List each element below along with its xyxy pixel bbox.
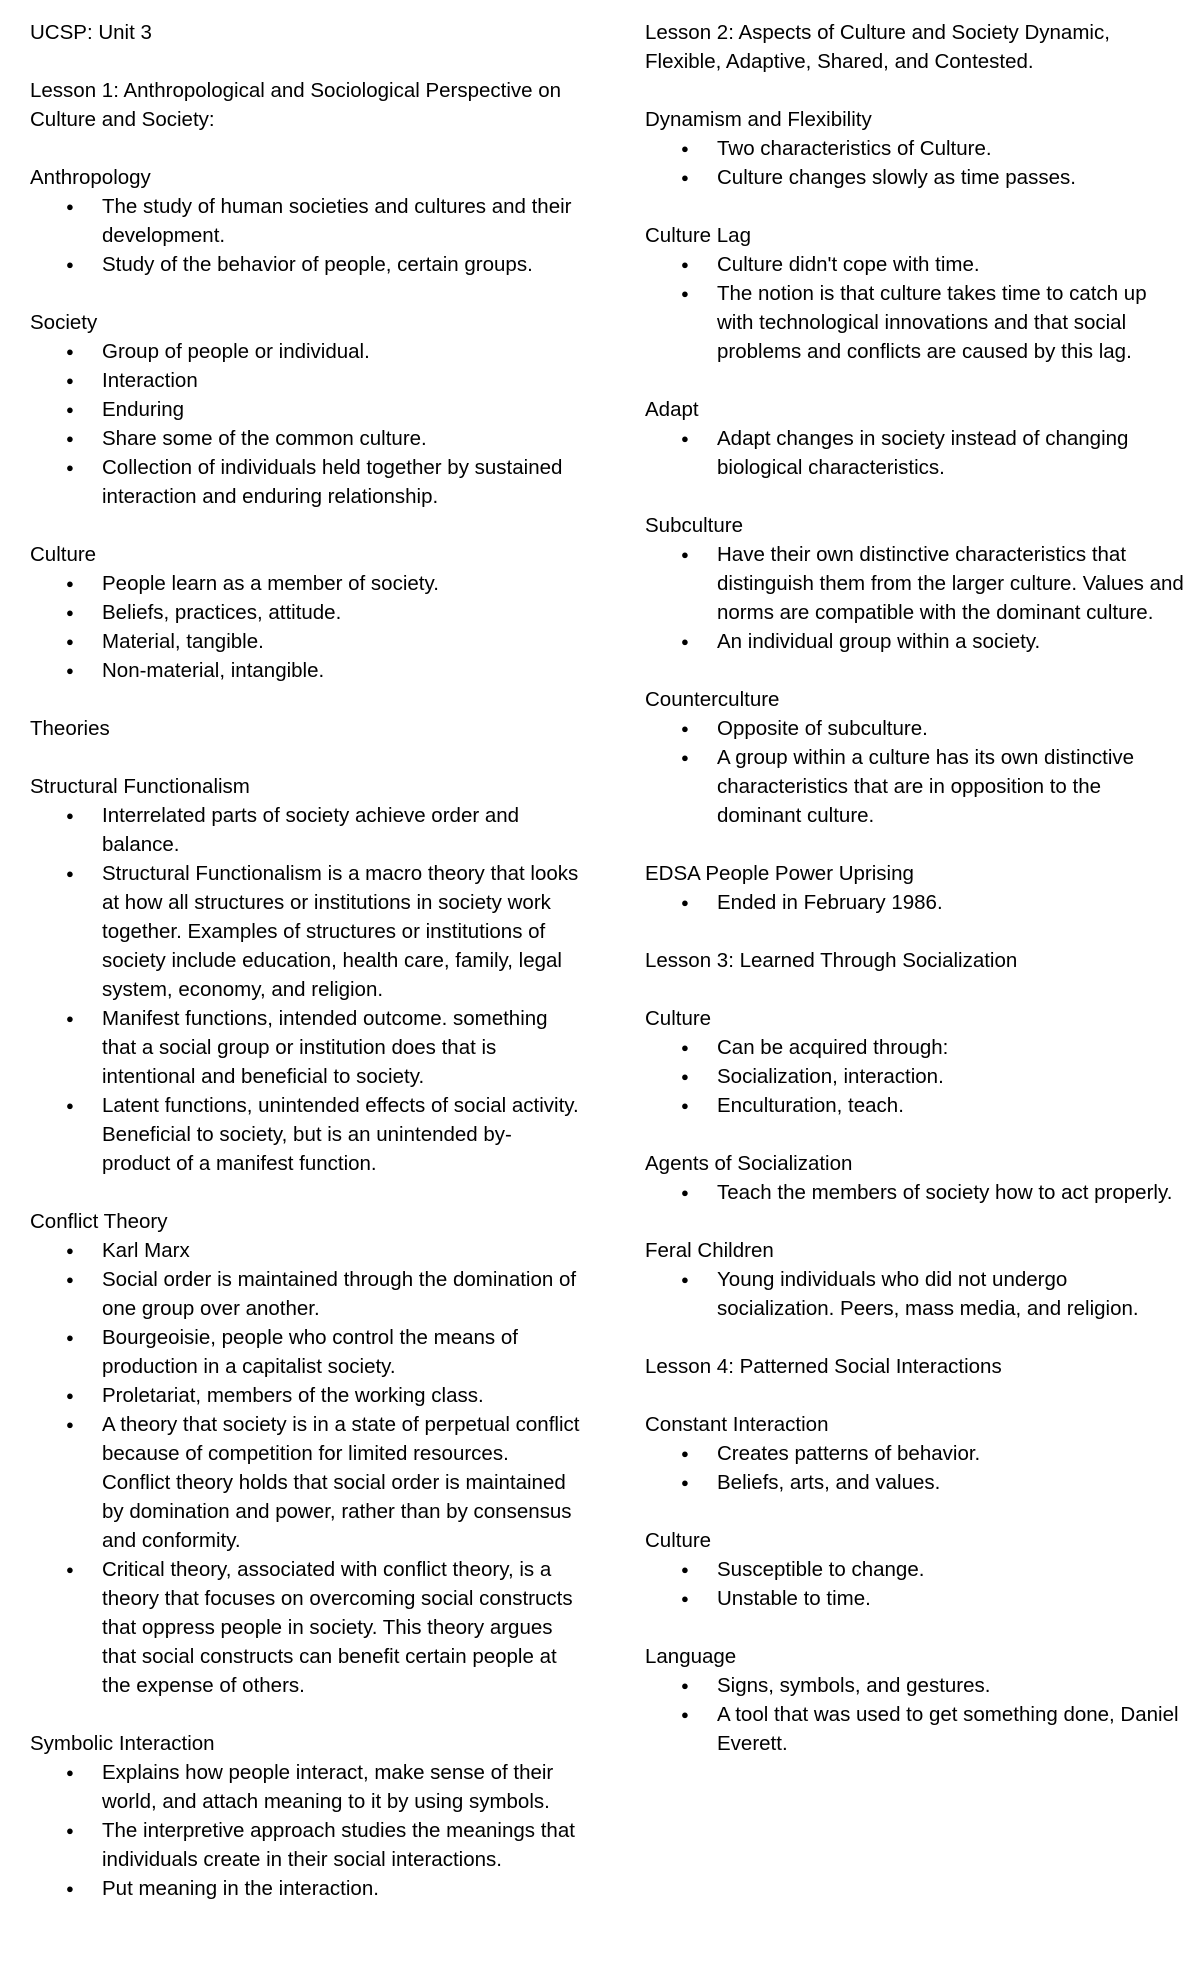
bullet-list — [645, 1671, 1185, 1758]
text-line: Lesson 1: Anthropological and Sociological Perspective on Culture and Society: — [30, 79, 562, 131]
section-culture — [30, 540, 580, 685]
bullet-item: ● The study of human societies and cultures and their development. — [30, 192, 580, 250]
bullet-list — [645, 714, 1185, 830]
bullet-item: ● Study of the behavior of people, certain groups. — [30, 250, 580, 279]
section-heading: Culture — [30, 543, 97, 566]
text-line: Lesson 4: Patterned Social Interactions — [645, 1355, 1002, 1378]
bullet-item: ● Karl Marx — [30, 1236, 580, 1265]
bullet-list — [645, 540, 1185, 656]
section-heading: Culture — [645, 1529, 712, 1552]
text-line: Lesson 2: Aspects of Culture and Society Dynamic, Flexible, Adaptive, Shared, and Contested. — [645, 21, 1110, 73]
section-heading: Conflict Theory — [30, 1210, 168, 1233]
bullet-list — [30, 337, 580, 511]
bullet-item: ● Have their own distinctive characteristics that distinguish them from the larger culture. Values and norms are compatible with the dominant culture. — [645, 540, 1185, 627]
bullet-item: ● Young individuals who did not undergo socialization. Peers, mass media, and religion. — [645, 1265, 1185, 1323]
section-heading: Culture — [645, 1007, 712, 1030]
section-agents-of-socialization — [645, 1149, 1185, 1207]
section-heading: Counterculture — [645, 688, 780, 711]
bullet-item: ● A theory that society is in a state of perpetual conflict because of competition for limited resources. Conflict theory holds that social order is maintained by domination and power, rather than by consensus and conformity. — [30, 1410, 580, 1555]
section-culture — [645, 1526, 1185, 1613]
section-heading: Feral Children — [645, 1239, 774, 1262]
text-line: Theories — [30, 717, 110, 740]
bullet-item: ● Material, tangible. — [30, 627, 580, 656]
bullet-item: ● Beliefs, practices, attitude. — [30, 598, 580, 627]
bullet-item: ● Non-material, intangible. — [30, 656, 580, 685]
bullet-list — [30, 1236, 580, 1700]
section-counterculture — [645, 685, 1185, 830]
section-edsa-people-power-uprising — [645, 859, 1185, 917]
bullet-item: ● Critical theory, associated with conflict theory, is a theory that focuses on overcoming social constructs that oppress people in society. This theory argues that social constructs can benefit certain people at the expense of others. — [30, 1555, 580, 1700]
section-heading: Structural Functionalism — [30, 775, 250, 798]
section-heading: Language — [645, 1645, 737, 1668]
section-structural-functionalism — [30, 772, 580, 1178]
bullet-item: ● Teach the members of society how to act properly. — [645, 1178, 1185, 1207]
bullet-item: ● Interrelated parts of society achieve order and balance. — [30, 801, 580, 859]
bullet-item: ● Latent functions, unintended effects of social activity. Beneficial to society, but is an unintended by-product of a manifest function. — [30, 1091, 580, 1178]
text-block — [30, 76, 580, 134]
section-subculture — [645, 511, 1185, 656]
section-adapt — [645, 395, 1185, 482]
text-block — [645, 1352, 1185, 1381]
bullet-item: ● Social order is maintained through the domination of one group over another. — [30, 1265, 580, 1323]
bullet-item: ● Ended in February 1986. — [645, 888, 1185, 917]
section-conflict-theory — [30, 1207, 580, 1700]
bullet-item: ● An individual group within a society. — [645, 627, 1185, 656]
bullet-item: ● Opposite of subculture. — [645, 714, 1185, 743]
section-heading: EDSA People Power Uprising — [645, 862, 914, 885]
bullet-list — [645, 1033, 1185, 1120]
section-heading: Subculture — [645, 514, 744, 537]
section-heading: Society — [30, 311, 98, 334]
bullet-list — [645, 1265, 1185, 1323]
bullet-list — [645, 1555, 1185, 1613]
section-heading: Culture Lag — [645, 224, 751, 247]
section-heading: Dynamism and Flexibility — [645, 108, 872, 131]
bullet-item: ● Enculturation, teach. — [645, 1091, 1185, 1120]
text-block — [30, 714, 580, 743]
bullet-list — [645, 1439, 1185, 1497]
bullet-item: ● People learn as a member of society. — [30, 569, 580, 598]
document-title: UCSP: Unit 3 — [30, 21, 152, 44]
left-column — [30, 18, 580, 1903]
bullet-item: ● The interpretive approach studies the meanings that individuals create in their social interactions. — [30, 1816, 580, 1874]
bullet-item: ● Explains how people interact, make sense of their world, and attach meaning to it by using symbols. — [30, 1758, 580, 1816]
bullet-item: ● Unstable to time. — [645, 1584, 1185, 1613]
bullet-item: ● Proletariat, members of the working class. — [30, 1381, 580, 1410]
right-column — [645, 18, 1185, 1758]
bullet-item: ● Enduring — [30, 395, 580, 424]
bullet-item: ● A group within a culture has its own distinctive characteristics that are in opposition to the dominant culture. — [645, 743, 1185, 830]
text-block — [645, 946, 1185, 975]
section-heading: Anthropology — [30, 166, 151, 189]
bullet-item: ● Manifest functions, intended outcome. something that a social group or institution does that is intentional and beneficial to society. — [30, 1004, 580, 1091]
bullet-list — [30, 569, 580, 685]
bullet-item: ● Bourgeoisie, people who control the means of production in a capitalist society. — [30, 1323, 580, 1381]
bullet-list — [645, 424, 1185, 482]
bullet-item: ● Interaction — [30, 366, 580, 395]
bullet-item: ● Susceptible to change. — [645, 1555, 1185, 1584]
bullet-item: ● Signs, symbols, and gestures. — [645, 1671, 1185, 1700]
section-heading: Symbolic Interaction — [30, 1732, 215, 1755]
bullet-item: ● Put meaning in the interaction. — [30, 1874, 580, 1903]
bullet-item: ● Beliefs, arts, and values. — [645, 1468, 1185, 1497]
bullet-list — [30, 192, 580, 279]
bullet-list — [645, 888, 1185, 917]
bullet-item: ● A tool that was used to get something done, Daniel Everett. — [645, 1700, 1185, 1758]
bullet-item: ● Adapt changes in society instead of changing biological characteristics. — [645, 424, 1185, 482]
bullet-list — [645, 1178, 1185, 1207]
bullet-item: ● Structural Functionalism is a macro theory that looks at how all structures or institutions in society work together. Examples of structures or institutions of society include education, health care, family, legal system, economy, and religion. — [30, 859, 580, 1004]
text-line: Lesson 3: Learned Through Socialization — [645, 949, 1018, 972]
bullet-item: ● Socialization, interaction. — [645, 1062, 1185, 1091]
section-language — [645, 1642, 1185, 1758]
section-society — [30, 308, 580, 511]
bullet-list — [30, 1758, 580, 1903]
section-anthropology — [30, 163, 580, 279]
bullet-item: ● Creates patterns of behavior. — [645, 1439, 1185, 1468]
bullet-item: ● Culture changes slowly as time passes. — [645, 163, 1185, 192]
bullet-item: ● The notion is that culture takes time to catch up with technological innovations and that social problems and conflicts are caused by this lag. — [645, 279, 1185, 366]
bullet-item: ● Culture didn't cope with time. — [645, 250, 1185, 279]
bullet-item: ● Group of people or individual. — [30, 337, 580, 366]
bullet-item: ● Can be acquired through: — [645, 1033, 1185, 1062]
section-dynamism-and-flexibility — [645, 105, 1185, 192]
section-symbolic-interaction — [30, 1729, 580, 1903]
section-culture — [645, 1004, 1185, 1120]
bullet-item: ● Collection of individuals held together by sustained interaction and enduring relationship. — [30, 453, 580, 511]
section-heading: Agents of Socialization — [645, 1152, 853, 1175]
bullet-item: ● Share some of the common culture. — [30, 424, 580, 453]
bullet-list — [645, 134, 1185, 192]
section-culture-lag — [645, 221, 1185, 366]
bullet-item: ● Two characteristics of Culture. — [645, 134, 1185, 163]
section-constant-interaction — [645, 1410, 1185, 1497]
section-heading: Adapt — [645, 398, 699, 421]
text-block — [30, 18, 580, 47]
section-heading: Constant Interaction — [645, 1413, 829, 1436]
section-feral-children — [645, 1236, 1185, 1323]
text-block — [645, 18, 1185, 76]
bullet-list — [30, 801, 580, 1178]
bullet-list — [645, 250, 1185, 366]
